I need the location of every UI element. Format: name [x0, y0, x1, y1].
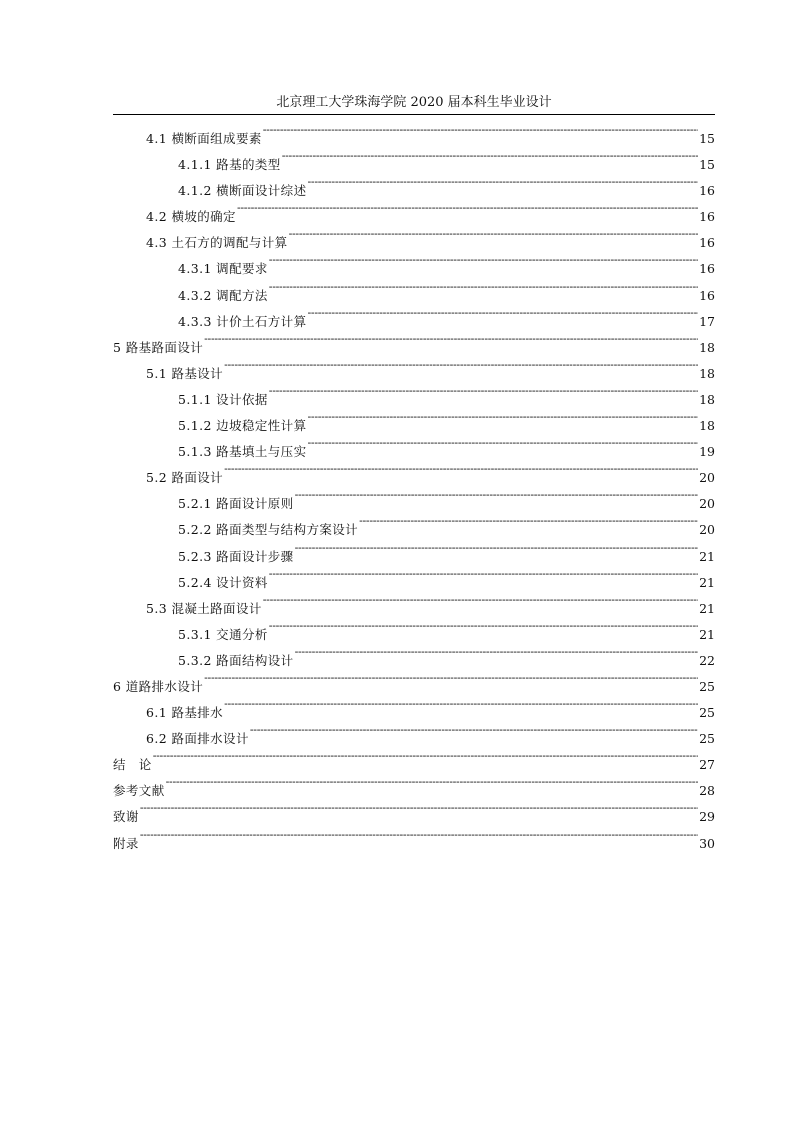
toc-entry-page-number: 30: [699, 835, 715, 851]
toc-entry-label: 5 路基路面设计: [113, 339, 204, 355]
toc-entry-label: 致谢: [113, 809, 139, 825]
toc-dot-leader: [269, 378, 698, 404]
toc-entry-label: 结 论: [113, 757, 152, 773]
toc-entry-page-number: 25: [699, 731, 715, 747]
toc-dot-leader: [250, 717, 698, 743]
toc-entry-page-number: 28: [699, 783, 715, 799]
toc-entry[interactable]: [113, 795, 715, 825]
toc-entry-page-number: 16: [699, 183, 715, 199]
toc-dot-leader: [224, 352, 698, 378]
toc-dot-leader: [140, 795, 698, 821]
toc-dot-leader: [224, 456, 698, 482]
toc-entry[interactable]: [113, 117, 715, 146]
toc-entry-label: 6 道路排水设计: [113, 678, 204, 694]
toc-entry-page-number: 20: [699, 522, 715, 538]
toc-entry-page-number: 15: [699, 157, 715, 173]
toc-dot-leader: [263, 117, 698, 143]
toc-entry-page-number: 18: [699, 365, 715, 381]
toc-dot-leader: [204, 665, 698, 691]
toc-dot-leader: [282, 143, 698, 169]
toc-entry-label: 5.1.1 设计依据: [178, 391, 268, 407]
toc-dot-leader: [204, 326, 698, 352]
toc-entry-page-number: 29: [699, 809, 715, 825]
toc-entry-page-number: 21: [699, 548, 715, 564]
toc-entry-page-number: 21: [699, 600, 715, 616]
toc-entry-label: 5.3.1 交通分析: [178, 626, 268, 642]
toc-entry-label: 5.2.2 路面类型与结构方案设计: [178, 522, 359, 538]
toc-dot-leader: [237, 195, 698, 221]
toc-entry-label: 5.1.2 边坡稳定性计算: [178, 418, 307, 434]
toc-entry-page-number: 25: [699, 705, 715, 721]
toc-dot-leader: [289, 221, 699, 247]
table-of-contents: [113, 117, 715, 851]
toc-entry-label: 4.3.1 调配要求: [178, 261, 268, 277]
toc-entry-page-number: 17: [699, 313, 715, 329]
toc-entry-label: 5.2 路面设计: [146, 470, 224, 486]
toc-entry-label: 5.2.4 设计资料: [178, 574, 268, 590]
toc-entry-label: 附录: [113, 835, 139, 851]
toc-entry-page-number: 20: [699, 470, 715, 486]
toc-entry-label: 6.1 路基排水: [146, 705, 224, 721]
toc-entry-label: 4.2 横坡的确定: [146, 209, 236, 225]
toc-dot-leader: [295, 639, 699, 665]
toc-entry-page-number: 19: [699, 444, 715, 460]
page-header-title: 北京理工大学珠海学院 2020 届本科生毕业设计: [276, 95, 552, 110]
toc-dot-leader: [307, 430, 698, 456]
toc-dot-leader: [269, 613, 698, 639]
toc-dot-leader: [307, 404, 698, 430]
toc-entry-page-number: 18: [699, 418, 715, 434]
toc-entry[interactable]: [113, 743, 715, 773]
toc-entry-page-number: 20: [699, 496, 715, 512]
toc-entry-label: 5.3.2 路面结构设计: [178, 652, 294, 668]
toc-dot-leader: [224, 691, 698, 717]
toc-dot-leader: [307, 300, 698, 326]
toc-entry[interactable]: [113, 352, 715, 381]
toc-entry[interactable]: [113, 691, 715, 721]
toc-entry[interactable]: [113, 822, 715, 851]
toc-entry-page-number: 16: [699, 287, 715, 303]
toc-entry-label: 5.3 混凝土路面设计: [146, 600, 262, 616]
toc-entry-label: 4.1.1 路基的类型: [178, 157, 281, 173]
toc-dot-leader: [153, 743, 698, 769]
toc-entry-label: 5.1 路基设计: [146, 365, 224, 381]
toc-dot-leader: [269, 247, 698, 273]
header-divider: [113, 114, 715, 115]
toc-entry-page-number: 15: [699, 131, 715, 146]
toc-dot-leader: [140, 822, 698, 848]
toc-entry-page-number: 16: [699, 261, 715, 277]
toc-entry-page-number: 18: [699, 391, 715, 407]
toc-dot-leader: [263, 587, 698, 613]
toc-entry-label: 5.2.1 路面设计原则: [178, 496, 294, 512]
toc-entry[interactable]: [113, 769, 715, 799]
toc-entry-page-number: 16: [699, 209, 715, 225]
toc-dot-leader: [307, 169, 698, 195]
toc-entry-page-number: 21: [699, 626, 715, 642]
toc-entry-label: 4.3.3 计价土石方计算: [178, 313, 307, 329]
toc-dot-leader: [295, 482, 699, 508]
toc-entry-page-number: 25: [699, 678, 715, 694]
toc-dot-leader: [166, 769, 698, 795]
toc-entry-page-number: 18: [699, 339, 715, 355]
toc-dot-leader: [269, 274, 698, 300]
toc-entry-page-number: 16: [699, 235, 715, 251]
toc-entry-page-number: 22: [699, 652, 715, 668]
toc-dot-leader: [359, 508, 698, 534]
toc-entry-label: 5.2.3 路面设计步骤: [178, 548, 294, 564]
toc-entry-label: 4.3 土石方的调配与计算: [146, 235, 288, 251]
toc-dot-leader: [295, 535, 699, 561]
toc-entry-label: 6.2 路面排水设计: [146, 731, 249, 747]
toc-entry-label: 4.1.2 横断面设计综述: [178, 183, 307, 199]
toc-entry-label: 参考文献: [113, 783, 165, 799]
toc-entry[interactable]: [113, 665, 715, 694]
toc-entry-label: 4.1 横断面组成要素: [146, 131, 262, 146]
toc-entry-label: 4.3.2 调配方法: [178, 287, 268, 303]
toc-dot-leader: [269, 561, 698, 587]
toc-entry-page-number: 21: [699, 574, 715, 590]
toc-entry-label: 5.1.3 路基填土与压实: [178, 444, 307, 460]
toc-entry-page-number: 27: [699, 757, 715, 773]
toc-entry[interactable]: [113, 326, 715, 355]
